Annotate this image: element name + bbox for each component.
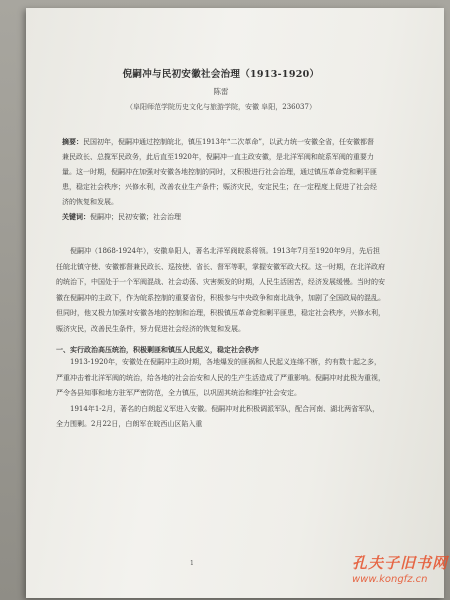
page-number: 1 (190, 560, 194, 567)
intro-paragraph: 倪嗣冲（1868-1924年），安徽阜阳人，著名北洋军阀皖系将领。1913年7月至1920年9月，先后担任皖北镇守使、安徽都督兼民政长、巡按使、省长、督军等职，掌握安徽军政大权。这一时期，在北洋政府的统治下，中国处于一个军阀混战、社会动荡、灾害频发的时期，人民生活困苦，经济发展缓慢。当时的安徽在倪嗣冲的主政下，作为皖系控制的重要省份，积极参与中央政争和南北战争，加剧了全国政局的混乱。但同时，他又极力加强对安徽各地的控制和治理，积极镇压革命党和剿平匪患，稳定社会秩序，兴修水利，赈济灾民，改善民生条件，努力促进社会经济的恢复和发展。 (56, 247, 385, 333)
keywords-block (56, 212, 386, 222)
abstract-label: 摘要： (62, 137, 83, 146)
keywords-text: 倪嗣冲；民初安徽；社会治理 (90, 213, 181, 221)
author-name: 陈雷 (213, 87, 229, 96)
keywords-label: 关键词： (62, 212, 90, 221)
page-content (56, 66, 386, 433)
abstract-block (56, 134, 386, 210)
section-paragraph-2: 1914年1-2月，著名的白朗起义军进入安徽。倪嗣冲对此积极调派军队，配合河南、湖北两省军队，全力围剿。2月22日，白朗军在皖西山区陷入重 (56, 404, 380, 428)
author-affiliation: （阜阳师范学院历史文化与旅游学院，安徽 阜阳，236037） (126, 103, 316, 111)
watermark-logo (352, 552, 448, 592)
section-paragraph-1: 1913-1920年，安徽处在倪嗣冲主政时期，各地爆发的匪祸和人民起义连绵不断，约有数十起之多，严重冲击着北洋军阀的统治，给各地的社会治安和人民的生产生活造成了严重影响。倪嗣冲对此极为重视，严令各县知事和地方驻军严密防范，全力镇压，以巩固其统治和维护社会安定。 (56, 358, 385, 397)
document-title: 倪嗣冲与民初安徽社会治理（1913-1920） (122, 69, 320, 80)
paper-page (26, 8, 444, 598)
watermark-chinese: 孔夫子旧书网 (352, 554, 449, 572)
abstract-text: 民国初年，倪嗣冲通过控制皖北，镇压1913年“二次革命”，以武力统一安徽全省，任安徽都督兼民政长、总揽军民政务，此后直至1920年，倪嗣冲一直主政安徽，是北洋军阀和皖系军阀的重要力量。这一时期，倪嗣冲在加强对安徽各地控制的同时，又积极进行社会治理，通过镇压革命党和剿平匪患，稳定社会秩序；兴修水利，改善农业生产条件；赈济灾民，安定民生；在一定程度上促进了社会经济的恢复和发展。 (62, 138, 377, 206)
watermark-url: www.kongfz.cn (352, 574, 428, 585)
section-heading: 一、实行政治高压统治，积极剿匪和镇压人民起义，稳定社会秩序 (56, 345, 259, 354)
